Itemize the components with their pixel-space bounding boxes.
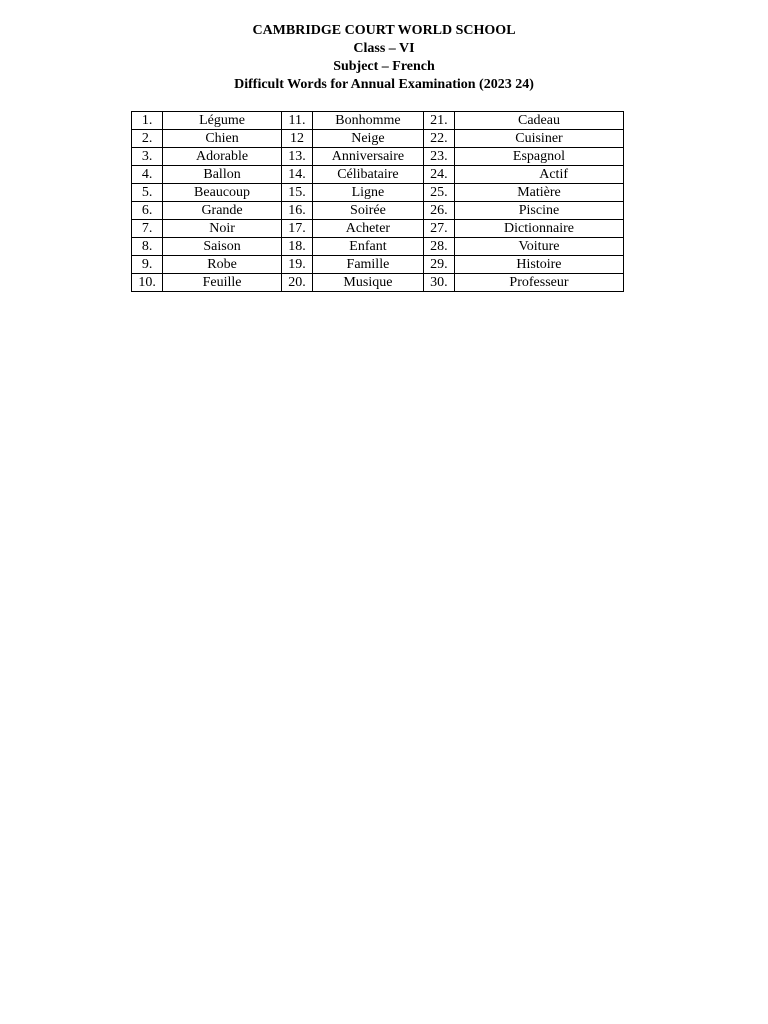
item-number: 9. xyxy=(132,256,163,274)
item-number: 18. xyxy=(281,238,312,256)
item-number: 7. xyxy=(132,220,163,238)
french-word: Neige xyxy=(313,130,424,148)
item-number: 19. xyxy=(281,256,312,274)
french-word: Matière xyxy=(454,184,623,202)
class-label: Class – VI xyxy=(353,41,415,56)
table-row xyxy=(132,256,624,274)
word-table-body xyxy=(132,112,624,292)
item-number: 15. xyxy=(281,184,312,202)
table-row xyxy=(132,130,624,148)
item-number: 14. xyxy=(281,166,312,184)
table-row xyxy=(132,112,624,130)
french-word: Grande xyxy=(163,202,282,220)
french-word: Enfant xyxy=(313,238,424,256)
item-number: 23. xyxy=(423,148,454,166)
french-word: Histoire xyxy=(454,256,623,274)
item-number: 20. xyxy=(281,274,312,292)
french-word: Professeur xyxy=(454,274,623,292)
item-number: 5. xyxy=(132,184,163,202)
item-number: 30. xyxy=(423,274,454,292)
item-number: 26. xyxy=(423,202,454,220)
table-row xyxy=(132,184,624,202)
french-word: Actif xyxy=(454,166,623,184)
french-word: Noir xyxy=(163,220,282,238)
french-word: Acheter xyxy=(313,220,424,238)
table-row xyxy=(132,166,624,184)
french-word: Saison xyxy=(163,238,282,256)
french-word: Adorable xyxy=(163,148,282,166)
item-number: 10. xyxy=(132,274,163,292)
item-number: 29. xyxy=(423,256,454,274)
french-word: Cadeau xyxy=(454,112,623,130)
table-row xyxy=(132,148,624,166)
item-number: 8. xyxy=(132,238,163,256)
document-header xyxy=(0,22,768,94)
french-word: Célibataire xyxy=(313,166,424,184)
french-word: Musique xyxy=(313,274,424,292)
french-word: Dictionnaire xyxy=(454,220,623,238)
french-word: Feuille xyxy=(163,274,282,292)
french-word: Famille xyxy=(313,256,424,274)
french-word: Cuisiner xyxy=(454,130,623,148)
french-word: Légume xyxy=(163,112,282,130)
item-number: 12 xyxy=(281,130,312,148)
item-number: 13. xyxy=(281,148,312,166)
item-number: 21. xyxy=(423,112,454,130)
item-number: 4. xyxy=(132,166,163,184)
french-word: Beaucoup xyxy=(163,184,282,202)
school-name: CAMBRIDGE COURT WORLD SCHOOL xyxy=(252,23,516,38)
item-number: 16. xyxy=(281,202,312,220)
table-row xyxy=(132,238,624,256)
french-word: Soirée xyxy=(313,202,424,220)
french-word: Espagnol xyxy=(454,148,623,166)
item-number: 17. xyxy=(281,220,312,238)
document-title: Difficult Words for Annual Examination (2023 24) xyxy=(234,77,534,92)
subject-label: Subject – French xyxy=(333,59,435,74)
item-number: 2. xyxy=(132,130,163,148)
item-number: 27. xyxy=(423,220,454,238)
french-word: Ligne xyxy=(313,184,424,202)
table-row xyxy=(132,220,624,238)
item-number: 22. xyxy=(423,130,454,148)
table-row xyxy=(132,274,624,292)
item-number: 11. xyxy=(281,112,312,130)
french-word: Bonhomme xyxy=(313,112,424,130)
item-number: 28. xyxy=(423,238,454,256)
french-word: Piscine xyxy=(454,202,623,220)
item-number: 6. xyxy=(132,202,163,220)
french-word: Voiture xyxy=(454,238,623,256)
item-number: 24. xyxy=(423,166,454,184)
french-word: Robe xyxy=(163,256,282,274)
french-word: Ballon xyxy=(163,166,282,184)
table-row xyxy=(132,202,624,220)
item-number: 25. xyxy=(423,184,454,202)
item-number: 3. xyxy=(132,148,163,166)
french-word: Anniversaire xyxy=(313,148,424,166)
word-table xyxy=(131,111,624,292)
item-number: 1. xyxy=(132,112,163,130)
french-word: Chien xyxy=(163,130,282,148)
